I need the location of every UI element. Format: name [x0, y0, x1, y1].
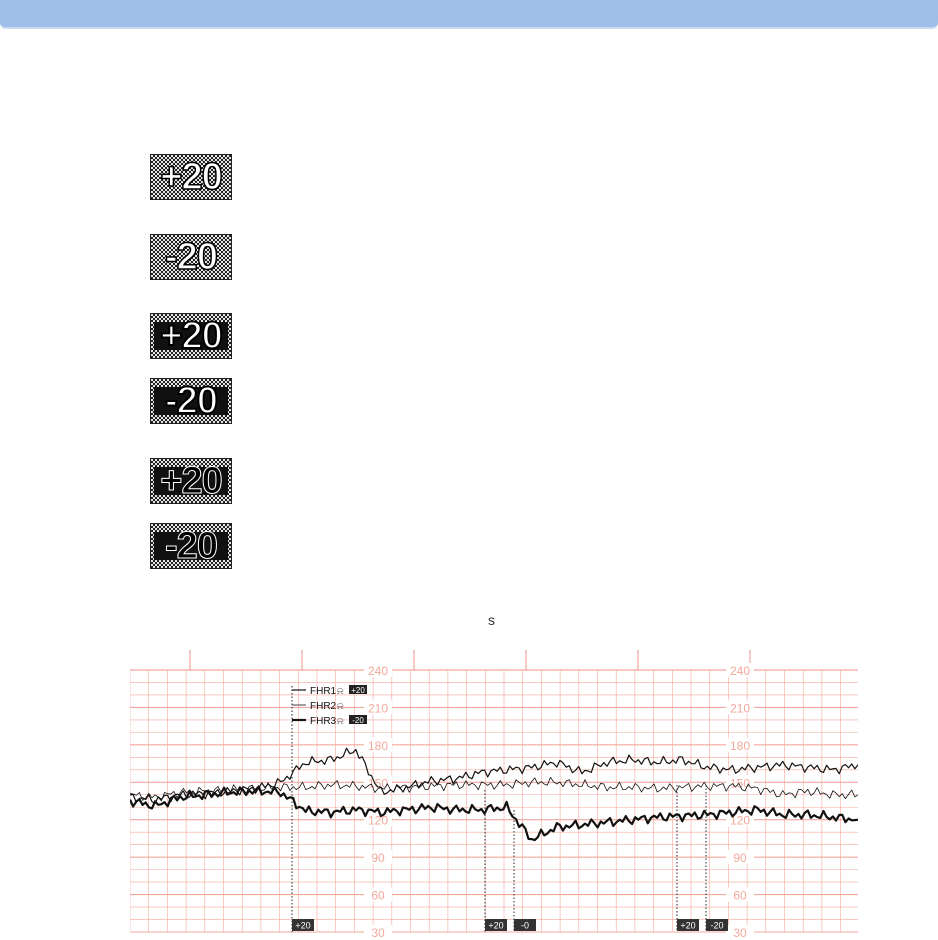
y-tick-label: 210	[729, 701, 751, 716]
badge-label: -20	[165, 525, 217, 567]
fhr-offset-badge-minus-20-mid	[150, 378, 232, 424]
offset-marker-label: +20	[488, 920, 504, 931]
caption-text: s	[488, 612, 495, 628]
badge-label: -20	[165, 380, 217, 422]
y-tick-label: 60	[733, 888, 747, 903]
y-tick-label: 120	[367, 813, 389, 828]
fhr-offset-badge-plus-20-light	[150, 154, 232, 200]
badge-label: -20	[165, 236, 217, 278]
fhr-offset-badge-minus-20-dark	[150, 523, 232, 569]
fhr-offset-badge-plus-20-mid	[150, 313, 232, 359]
y-tick-label: 60	[371, 888, 385, 903]
legend-label: FHR2	[310, 701, 337, 712]
y-tick-label: 30	[733, 926, 747, 940]
y-tick-label: 210	[367, 701, 389, 716]
legend-offset-label: -20	[352, 716, 364, 725]
y-tick-label: 30	[371, 926, 385, 940]
legend-label: FHR3	[310, 716, 337, 727]
y-tick-label: 150	[729, 776, 751, 791]
fhr-offset-badge-plus-20-dark	[150, 458, 232, 504]
top-header-bar	[0, 0, 938, 29]
legend-offset-label: +20	[351, 686, 365, 695]
legend-label: FHR1	[310, 686, 337, 697]
offset-marker-label: -0	[520, 920, 530, 931]
y-tick-label: 90	[371, 851, 385, 866]
y-tick-label: 120	[729, 813, 751, 828]
y-axis-ticks	[364, 663, 754, 940]
alarm-bell-icon: ⍾	[337, 686, 344, 697]
y-tick-label: 240	[367, 664, 389, 678]
badge-label: +20	[160, 460, 222, 502]
alarm-bell-icon: ⍾	[337, 716, 344, 727]
y-tick-label: 240	[729, 664, 751, 678]
y-tick-label: 180	[367, 738, 389, 753]
fhr-trace-chart	[130, 650, 858, 940]
badge-label: +20	[160, 315, 222, 357]
y-tick-label: 180	[729, 738, 751, 753]
alarm-bell-icon: ⍾	[337, 701, 344, 712]
offset-marker-label: +20	[680, 920, 696, 931]
y-tick-label: 90	[733, 851, 747, 866]
y-tick-label: 150	[367, 776, 389, 791]
offset-marker-label: +20	[295, 920, 311, 931]
chart-legend	[292, 685, 367, 727]
offset-marker-label: -20	[710, 920, 724, 931]
badge-label: +20	[160, 156, 222, 198]
fhr-offset-badge-minus-20-light	[150, 234, 232, 280]
